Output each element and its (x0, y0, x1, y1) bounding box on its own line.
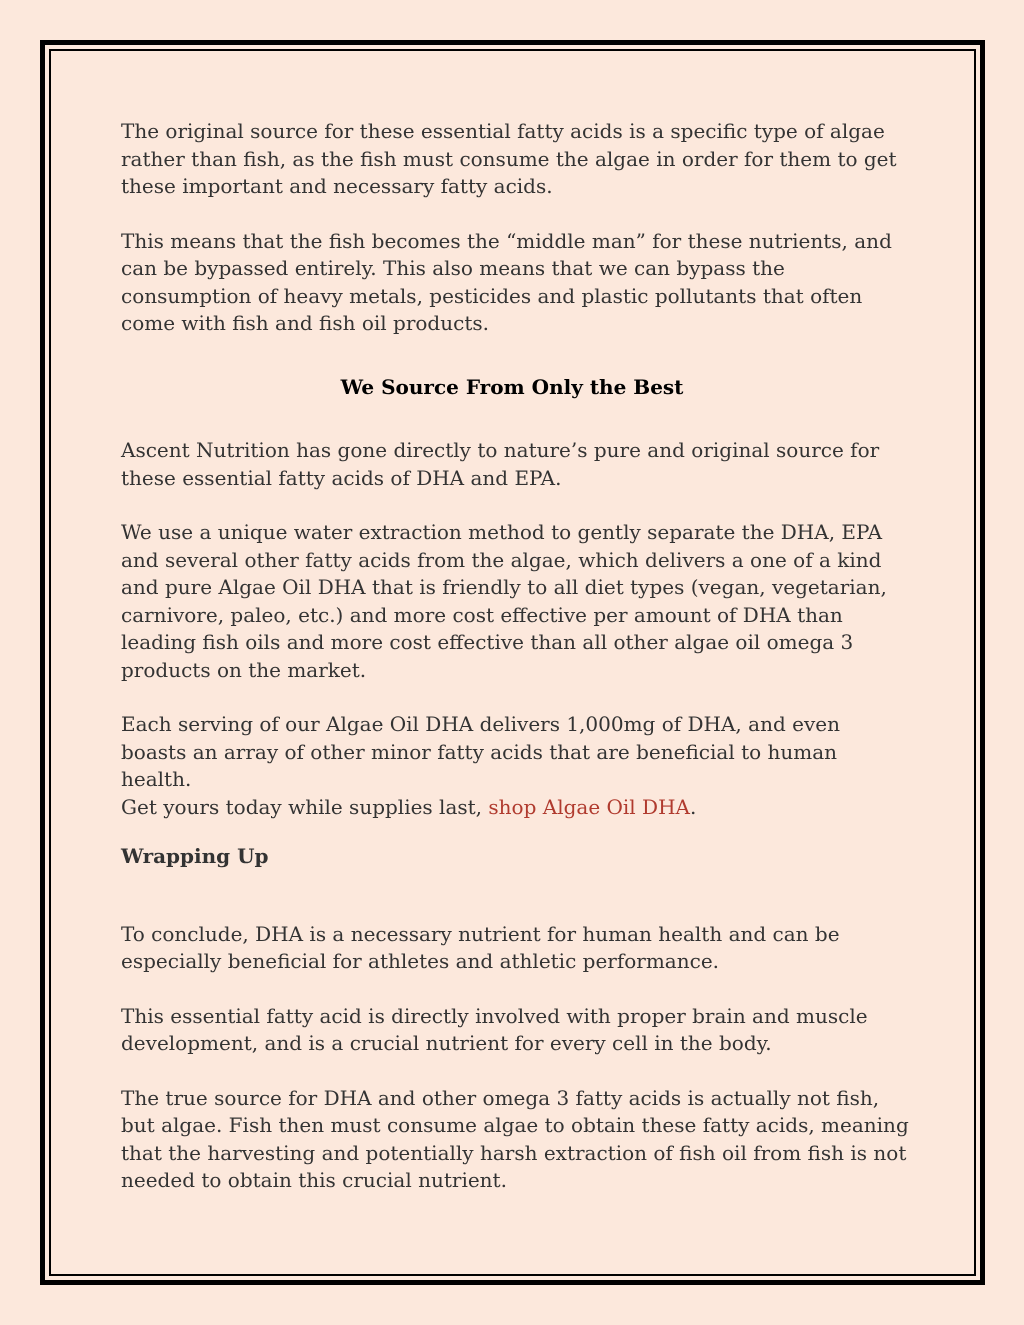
section2-paragraph-1: To conclude, DHA is a necessary nutrient for human health and can be especially beneficial for athletes and athletic performance. (121, 921, 840, 973)
section1-paragraph-3: Each serving of our Algae Oil DHA delivers 1,000mg of DHA, and even boasts an array of other minor fatty acids that are beneficial to human health. (121, 712, 840, 791)
intro-paragraph-1: The original source for these essential fatty acids is a specific type of algae rather than fish, as the fish must consume the algae in order for them to get these important and necessary fatty acids. (121, 119, 897, 198)
section2-paragraph-2: This essential fatty acid is directly involved with proper brain and muscle development, and is a crucial nutrient for every cell in the body. (121, 1003, 868, 1055)
section2-paragraph-3: The true source for DHA and other omega 3 fatty acids is actually not fish, but algae. Fish then must consume algae to obtain these fatty acids, meaning that the harvesting and potentially harsh extraction of fish oil from fish is not needed to obtain this crucial nutrient. (121, 1085, 909, 1192)
section1-paragraph-2: We use a unique water extraction method to gently separate the DHA, EPA and several other fatty acids from the algae, which delivers a one of a kind and pure Algae Oil DHA that is friendly to all diet types (vegan, vegetarian, carnivore, paleo, etc.) and more cost effective per amount of DHA than leading fish oils and more cost effective than all other algae oil omega 3 products on the market. (121, 520, 887, 682)
cta-line (121, 794, 911, 822)
shop-algae-oil-link[interactable]: shop Algae Oil DHA (488, 794, 690, 819)
section1-paragraph-1: Ascent Nutrition has gone directly to nature’s pure and original source for these essential fatty acids of DHA and EPA. (121, 438, 880, 490)
section-heading-wrapping-up: Wrapping Up (121, 844, 269, 868)
document-body (121, 118, 911, 1195)
intro-paragraph-2: This means that the fish becomes the “middle man” for these nutrients, and can be bypassed entirely. This also means that we can bypass the consumption of heavy metals, pesticides and plastic pollutants that often come with fish and fish oil products. (121, 228, 892, 335)
section-heading-source: We Source From Only the Best (340, 374, 684, 399)
cta-suffix: . (689, 794, 697, 819)
cta-prefix: Get yours today while supplies last, (121, 794, 489, 819)
